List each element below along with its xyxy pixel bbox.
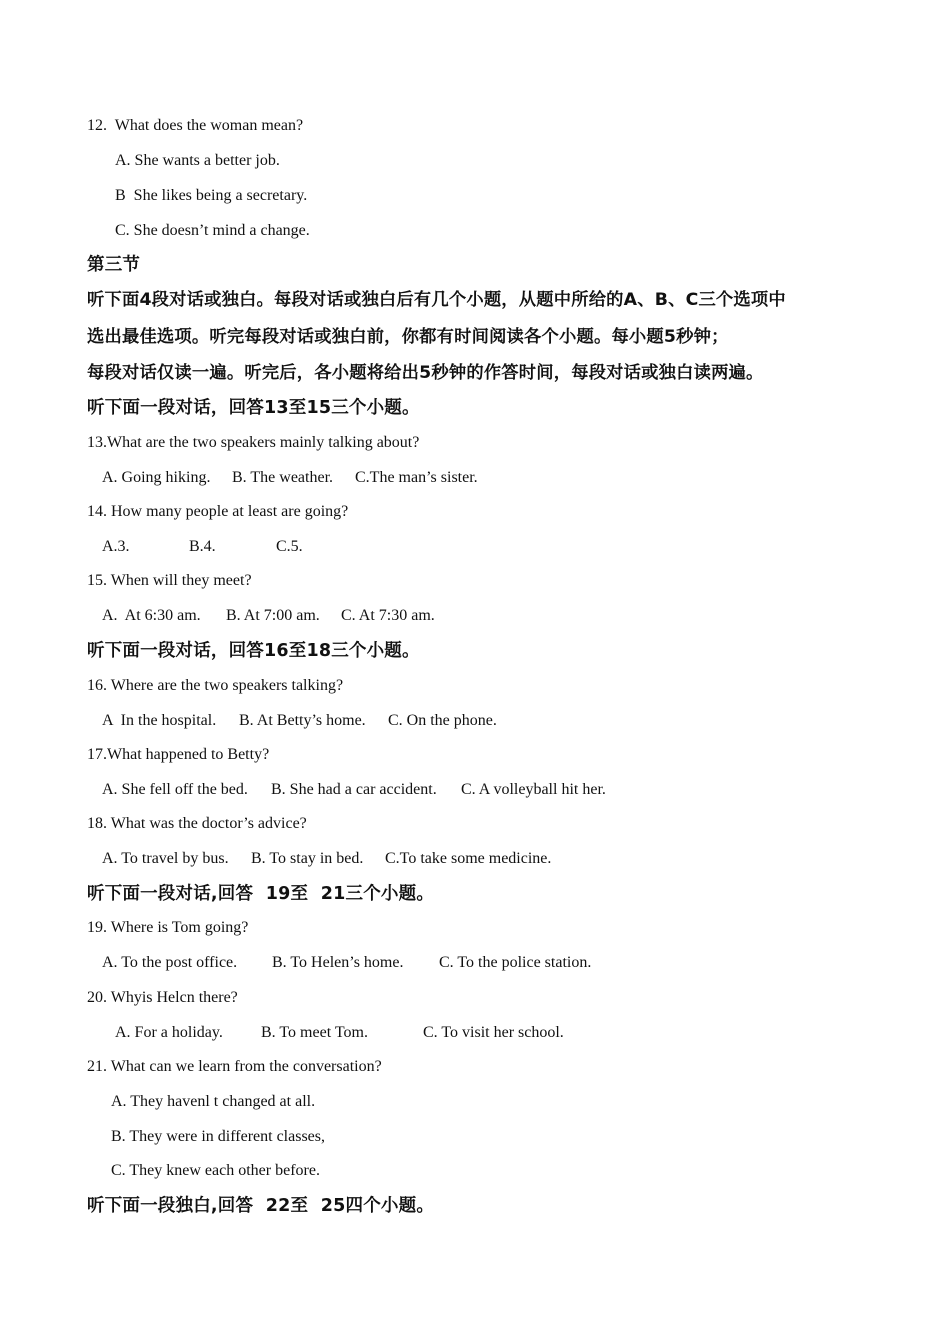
question-17-option-a: A. She fell off the bed. bbox=[102, 781, 248, 798]
question-20-option-a: A. For a holiday. bbox=[115, 1024, 223, 1041]
heading-19-21: 听下面一段对话,回答 19至 21三个小题。 bbox=[87, 884, 435, 904]
question-19-option-c: C. To the police station. bbox=[439, 954, 592, 971]
question-19-option-a: A. To the post office. bbox=[102, 954, 238, 971]
heading-22-25: 听下面一段独白,回答 22至 25四个小题。 bbox=[87, 1196, 435, 1216]
question-15-option-b: B. At 7:00 am. bbox=[226, 607, 320, 624]
section-instruction-line-2: 选出最佳选项。听完每段对话或独白前，你都有时间阅读各个小题。每小题5秒钟； bbox=[87, 327, 729, 347]
question-17-option-b: B. She had a car accident. bbox=[271, 781, 437, 798]
question-18-option-a: A. To travel by bus. bbox=[102, 850, 229, 867]
question-16-option-c: C. On the phone. bbox=[388, 712, 497, 729]
question-17-option-c: C. A volleyball hit her. bbox=[461, 781, 606, 798]
question-12-option-b: B She likes being a secretary. bbox=[115, 187, 308, 204]
question-21-option-c: C. They knew each other before. bbox=[111, 1162, 320, 1179]
question-21-stem: 21. What can we learn from the conversation? bbox=[87, 1058, 382, 1075]
section-instruction-line-1: 听下面4段对话或独白。每段对话或独白后有几个小题，从题中所给的A、B、C三个选项中 bbox=[87, 290, 786, 310]
question-16-stem: 16. Where are the two speakers talking? bbox=[87, 677, 344, 694]
question-13-option-b: B. The weather. bbox=[232, 469, 334, 486]
question-12-option-a: A. She wants a better job. bbox=[115, 152, 280, 169]
question-19-option-b: B. To Helen’s home. bbox=[272, 954, 404, 971]
question-14-stem: 14. How many people at least are going? bbox=[87, 503, 349, 520]
question-15-option-c: C. At 7:30 am. bbox=[341, 607, 435, 624]
section-instruction-line-3: 每段对话仅读一遍。听完后，各小题将给出5秒钟的作答时间，每段对话或独白读两遍。 bbox=[87, 363, 764, 383]
question-13-option-a: A. Going hiking. bbox=[102, 469, 211, 486]
question-12-stem: 12. What does the woman mean? bbox=[87, 117, 304, 134]
question-15-stem: 15. When will they meet? bbox=[87, 572, 252, 589]
section-title: 第三节 bbox=[87, 255, 141, 275]
question-12-option-c: C. She doesn’t mind a change. bbox=[115, 222, 310, 239]
question-20-option-c: C. To visit her school. bbox=[423, 1024, 564, 1041]
question-18-option-c: C.To take some medicine. bbox=[385, 850, 552, 867]
question-14-option-c: C.5. bbox=[276, 538, 303, 555]
question-14-option-b: B.4. bbox=[189, 538, 216, 555]
question-20-option-b: B. To meet Tom. bbox=[261, 1024, 368, 1041]
question-20-stem: 20. Whyis Helcn there? bbox=[87, 989, 238, 1006]
question-17-stem: 17.What happened to Betty? bbox=[87, 746, 270, 763]
question-18-option-b: B. To stay in bed. bbox=[251, 850, 364, 867]
question-16-option-a: A In the hospital. bbox=[102, 712, 217, 729]
question-18-stem: 18. What was the doctor’s advice? bbox=[87, 815, 307, 832]
question-21-option-b: B. They were in different classes, bbox=[111, 1128, 326, 1145]
question-14-option-a: A.3. bbox=[102, 538, 130, 555]
question-16-option-b: B. At Betty’s home. bbox=[239, 712, 366, 729]
question-15-option-a: A. At 6:30 am. bbox=[102, 607, 201, 624]
question-21-option-a: A. They havenl t changed at all. bbox=[111, 1093, 316, 1110]
question-19-stem: 19. Where is Tom going? bbox=[87, 919, 249, 936]
question-13-option-c: C.The man’s sister. bbox=[355, 469, 478, 486]
question-13-stem: 13.What are the two speakers mainly talking about? bbox=[87, 434, 420, 451]
heading-16-18: 听下面一段对话，回答16至18三个小题。 bbox=[87, 641, 420, 661]
heading-13-15: 听下面一段对话，回答13至15三个小题。 bbox=[87, 398, 420, 418]
